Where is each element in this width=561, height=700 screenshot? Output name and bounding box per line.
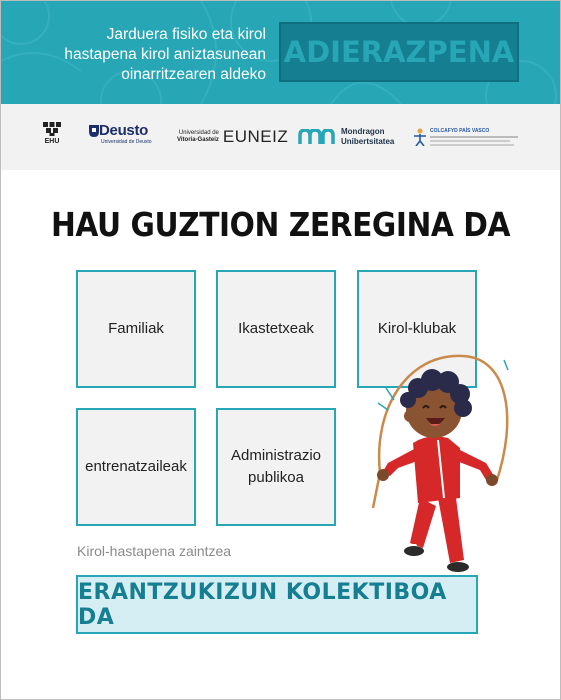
ehu-label: EHU: [44, 138, 60, 145]
mondragon-logo: [298, 122, 394, 152]
deusto-shield-icon: [89, 125, 99, 137]
euneiz-small-2: Vitoria-Gasteiz: [177, 137, 219, 143]
box-label-line-2: publikoa: [248, 469, 304, 486]
jumping-rope-kid-illustration: [368, 348, 518, 583]
box-administrazio-publikoa: [216, 408, 336, 526]
euneiz-small-1: Universidad de: [178, 130, 219, 136]
header-line-3: oinarritzearen aldeko: [121, 66, 266, 83]
header: [1, 1, 560, 104]
box-ikastetxeak: [216, 270, 336, 388]
euneiz-name: EUNEIZ: [222, 127, 289, 146]
subtitle: Kirol-hastapena zaintzea: [77, 543, 232, 559]
euneiz-logo: [177, 122, 288, 152]
partner-logos-bar: [1, 104, 560, 170]
box-familiak: [76, 270, 196, 388]
main-title: HAU GUZTION ZEREGINA DA: [50, 205, 511, 244]
box-label: Kirol-klubak: [377, 320, 457, 337]
ehu-tree-icon: [43, 122, 61, 136]
deusto-logo: [89, 122, 152, 152]
colcafyd-logo: [413, 122, 518, 152]
box-label-line-1: Administrazio: [230, 447, 322, 464]
header-title: [41, 25, 266, 85]
mondragon-line-1: Mondragon: [341, 127, 385, 136]
deusto-subtitle: Universidad de Deusto: [101, 139, 152, 145]
collective-responsibility-banner: ERANTZUKIZUN KOLEKTIBOA DA: [76, 575, 478, 634]
mondragon-line-2: Unibertsitatea: [341, 137, 395, 146]
header-line-1: Jarduera fisiko eta kirol: [106, 26, 266, 43]
colcafyd-name: COLCAFYD PAÍS VASCO: [430, 127, 490, 134]
deusto-name: Deusto: [99, 122, 149, 139]
header-line-2: hastapena kirol aniztasunean: [64, 46, 266, 63]
box-entrenatzaileak: [76, 408, 196, 526]
header-badge: ADIERAZPENA: [279, 22, 519, 82]
mondragon-mark-icon: [298, 129, 336, 145]
box-label: Familiak: [108, 320, 164, 337]
box-label: Ikastetxeak: [238, 320, 314, 337]
box-label: entrenatzaileak: [85, 458, 187, 475]
colcafyd-figure-icon: [413, 128, 427, 146]
ehu-logo: [39, 122, 65, 152]
